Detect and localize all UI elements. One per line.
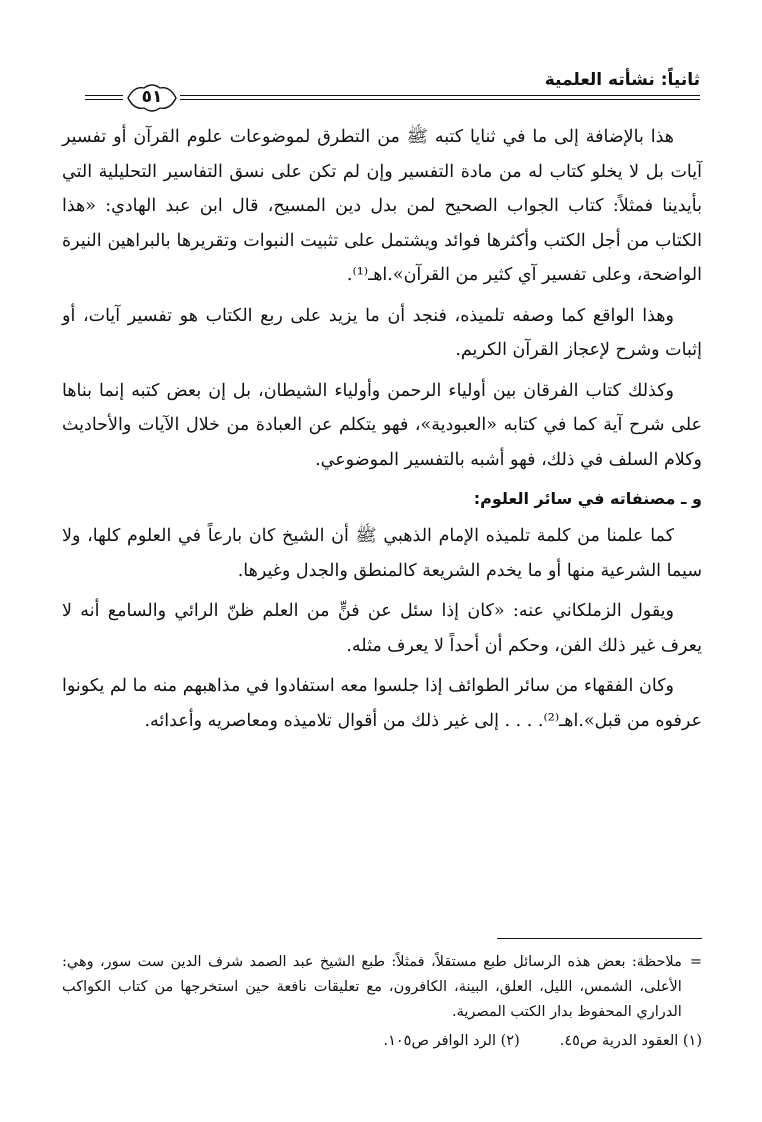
footnote-continuation: [62, 950, 702, 1025]
section-heading: و ـ مصنفاته في سائر العلوم:: [473, 489, 702, 508]
paragraph: هذا بالإضافة إلى ما في ثنايا كتبه ﷺ من التطرق لموضوعات علوم القرآن أو تفسير آيات بل لا يخلو كتاب له من مادة التفسير وإن لم تكن على نسق التفاسير التحليلية التي بأيدينا فمثلاً: كتاب الجواب الصحيح لمن بدل دين المسيح، قال ابن عبد الهادي: «هذا الكتاب من أجل الكتب وأكثرها فوائد ويشتمل على تثبيت النبوات وتقريرها بالبراهين النيرة الواضحة، وعلى تفسير آي كثير من القرآن».اهـ⁽¹⁾.: [62, 127, 702, 285]
footnote-1: (١) العقود الدرية ص٤٥.: [559, 1033, 702, 1049]
paragraph: وهذا الواقع كما وصفه تلميذه، فنجد أن ما يزيد على ربع الكتاب هو تفسير آيات، أو إثبات وشرح لإعجاز القرآن الكريم.: [62, 305, 702, 360]
footnote-continuation-text: ملاحظة: بعض هذه الرسائل طبع مستقلاً، فمثلاً: طبع الشيخ عبد الصمد شرف الدين ست سور، وهي: الأعلى، الشمس، الليل، العلق، البينة، الكافرون، مع تعليقات نافعة حين استخرجها من كتاب الكواكب الدراري المحفوظ بدار الكتب المصرية.: [62, 954, 682, 1020]
header-rule-left-thin: [85, 99, 123, 100]
header-rule-thin: [180, 99, 700, 100]
page-body: [62, 120, 702, 744]
footnote-separator: [497, 938, 702, 939]
footnote-refs: [62, 1029, 702, 1054]
paragraph: ويقول الزملكاني عنه: «كان إذا سئل عن فنٍّ من العلم ظنّ الرائي والسامع أنه لا يعرف غير ذلك الفن، وحكم أن أحداً لا يعرف مثله.: [62, 601, 702, 656]
footnote-2: (٢) الرد الوافر ص١٠٥.: [383, 1033, 520, 1049]
chapter-title: ثانياً: نشأته العلمية: [544, 70, 700, 90]
paragraph: وكان الفقهاء من سائر الطوائف إذا جلسوا معه استفادوا في مذاهبهم منه ما لم يكونوا عرفوه من قبل».اهـ⁽²⁾. . . . إلى غير ذلك من أقوال تلاميذه ومعاصريه وأعدائه.: [62, 676, 702, 731]
page-number: ٥١: [141, 87, 163, 107]
paragraph: وكذلك كتاب الفرقان بين أولياء الرحمن وأولياء الشيطان، بل إن بعض كتبه إنما بناها على شرح آية كما في كتابه «العبودية»، فهو يتكلم عن العبادة من خلال الآيات والأحاديث وكلام السلف في ذلك، فهو أشبه بالتفسير الموضوعي.: [62, 380, 702, 470]
page-number-ornament: [124, 82, 180, 114]
footnotes: [62, 950, 702, 1054]
running-header: [60, 70, 700, 110]
header-rule-left: [85, 95, 123, 96]
continuation-mark: =: [689, 954, 702, 970]
header-rule: [180, 95, 700, 96]
paragraph: كما علمنا من كلمة تلميذه الإمام الذهبي ﷺ أن الشيخ كان بارعاً في العلوم كلها، ولا سيما الشرعية منها أو ما يخدم الشريعة كالمنطق والجدل وغيرها.: [62, 526, 702, 581]
